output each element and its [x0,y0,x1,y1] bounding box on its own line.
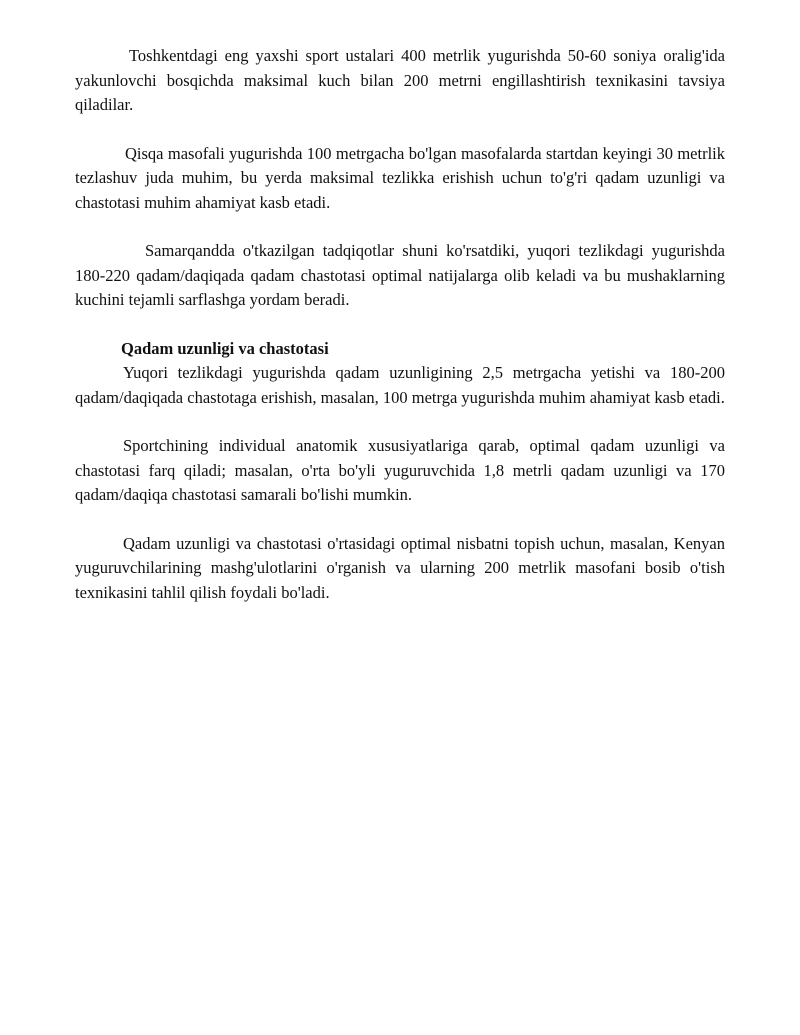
paragraph-samarqand: Samarqandda o'tkazilgan tadqiqotlar shuni ko'rsatdiki, yuqori tezlikdagi yugurishda 180-220 qadam/daqiqada qadam chastotasi optimal natijalarga olib keladi va bu mushaklarning kuchini tejamli sarflashga yordam beradi. [75,241,725,309]
paragraph-short-distance: Qisqa masofali yugurishda 100 metrgacha bo'lgan masofalarda startdan keyingi 30 metrlik tezlashuv juda muhim, bu yerda maksimal tezlikka erishish uchun to'g'ri qadam uzunligi va chastotasi muhim ahamiyat kasb etadi. [75,143,725,212]
paragraph-kenyan: Qadam uzunligi va chastotasi o'rtasidagi optimal nisbatni topish uchun, masalan, Kenyan yuguruvchilarining mashg'ulotlarini o'rganish va ularning 200 metrlik masofani bosib o'tish texnikasini tahlil qilish foydali bo'ladi. [75,533,725,602]
paragraph-toshkent: Toshkentdagi eng yaxshi sport ustalari 400 metrlik yugurishda 50-60 soniya oralig'ida yakunlovchi bosqichda maksimal kuch bilan 200 metrni engillashtirish texnikasini tavsiya qiladilar. [75,46,725,114]
document-body [75,44,725,629]
paragraph-anatomy: Sportchining individual anatomik xususiyatlariga qarab, optimal qadam uzunligi va chastotasi farq qiladi; masalan, o'rta bo'yli yuguruvchida 1,8 metrli qadam uzunligi va 170 qadam/daqiqa chastotasi samarali bo'lishi mumkin. [75,436,725,504]
section-heading: Qadam uzunligi va chastotasi [121,338,329,358]
paragraph-step-length: Yuqori tezlikdagi yugurishda qadam uzunligining 2,5 metrgacha yetishi va 180-200 qadam/daqiqada chastotaga erishish, masalan, 100 metrga yugurishda muhim ahamiyat kasb etadi. [75,363,725,407]
